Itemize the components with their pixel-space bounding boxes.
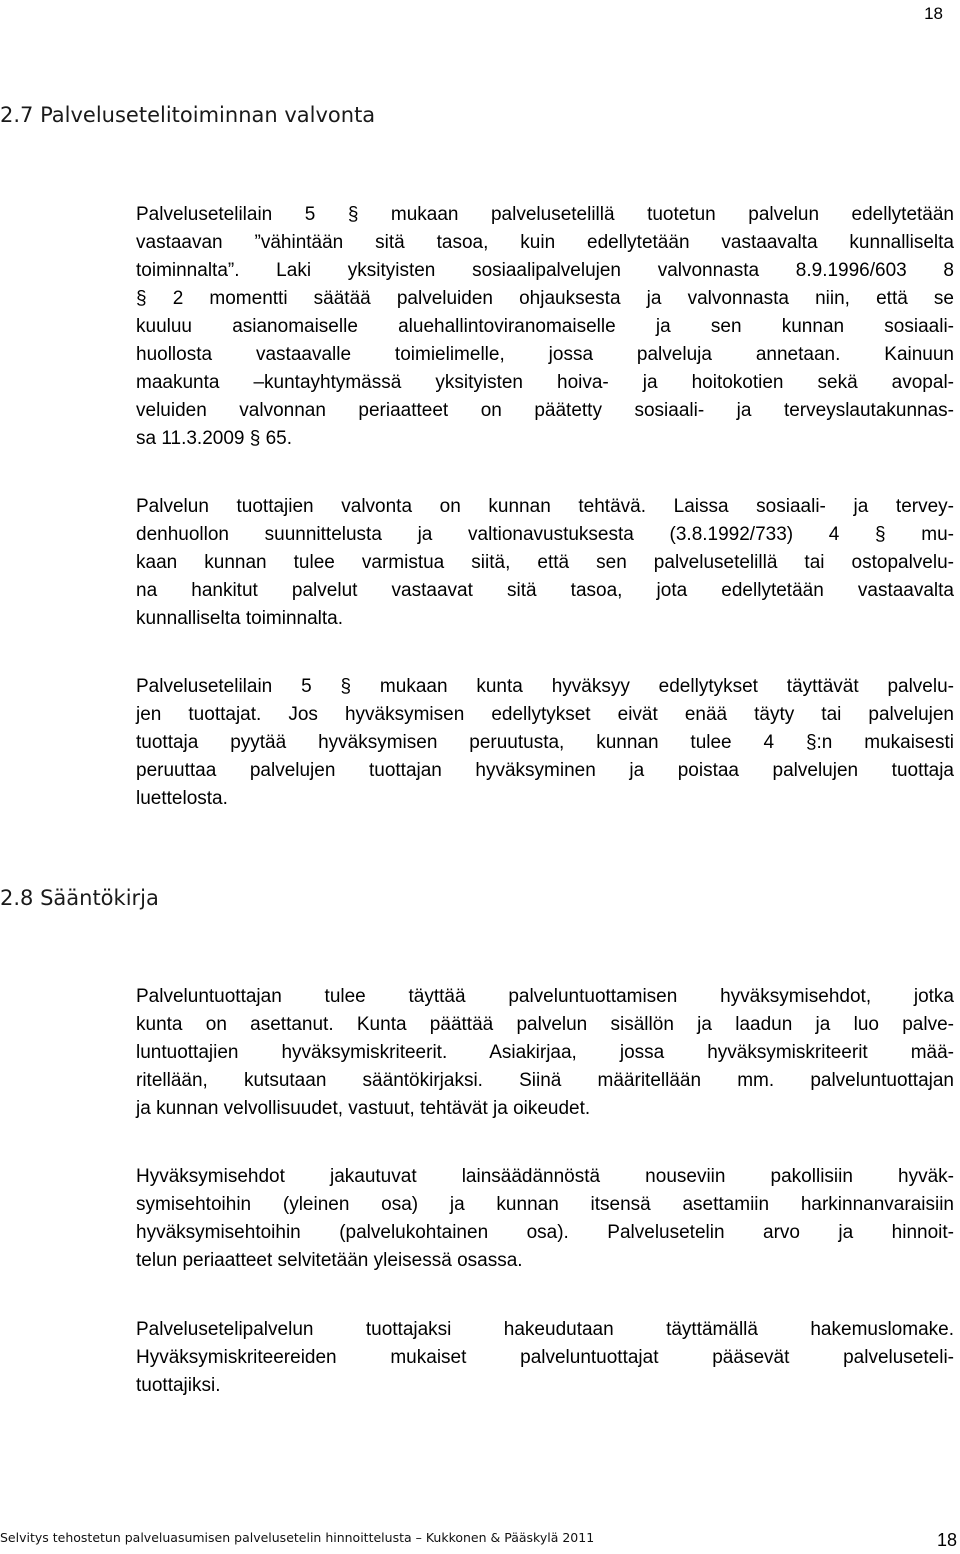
text-line: Hyväksymiskriteereiden mukaiset palveluntuottajat pääsevät palveluseteli- [136, 1347, 954, 1368]
footer-page-number: 18 [936, 1530, 957, 1550]
text-line: telun periaatteet selvitetään yleisessä osassa. [136, 1250, 523, 1271]
text-line: vastaavan ”vähintään sitä tasoa, kuin edellytetään vastaavalta kunnalliselta [136, 232, 954, 253]
paragraph [136, 673, 954, 813]
text-line: tuottajiksi. [136, 1375, 221, 1396]
text-line: luntuottajien hyväksymiskriteerit. Asiakirjaa, jossa hyväksymiskriteerit mää- [136, 1042, 954, 1063]
section-heading-2-8: 2.8 Sääntökirja [0, 886, 159, 910]
text-line: § 2 momentti säätää palveluiden ohjauksesta ja valvonnasta niin, että se [136, 288, 954, 309]
page-number-top: 18 [924, 4, 943, 23]
text-line: luettelosta. [136, 788, 228, 809]
text-line: symisehtoihin (yleinen osa) ja kunnan itsensä asettamiin harkinnanvaraisiin [136, 1194, 954, 1215]
text-line: kaan kunnan tulee varmistua siitä, että sen palvelusetelillä tai ostopalvelu- [136, 552, 954, 573]
text-line: Palvelusetelilain 5 § mukaan kunta hyväksyy edellytykset täyttävät palvelu- [136, 676, 954, 697]
text-line: Palveluntuottajan tulee täyttää palveluntuottamisen hyväksymisehdot, jotka [136, 986, 954, 1007]
text-line: na hankitut palvelut vastaavat sitä tasoa, jota edellytetään vastaavalta [136, 580, 954, 601]
text-line: kunta on asettanut. Kunta päättää palvelun sisällön ja laadun ja luo palve- [136, 1014, 954, 1035]
text-line: Palvelun tuottajien valvonta on kunnan tehtävä. Laissa sosiaali- ja tervey- [136, 496, 954, 517]
text-line: Palvelusetelilain 5 § mukaan palvelusetelillä tuotetun palvelun edellytetään [136, 204, 954, 225]
paragraph [136, 983, 954, 1123]
text-line: jen tuottajat. Jos hyväksymisen edellytykset eivät enää täyty tai palvelujen [136, 704, 954, 725]
section-heading-2-7: 2.7 Palvelusetelitoiminnan valvonta [0, 103, 376, 127]
text-line: toiminnalta”. Laki yksityisten sosiaalipalvelujen valvonnasta 8.9.1996/603 8 [136, 260, 954, 281]
text-line: ja kunnan velvollisuudet, vastuut, tehtävät ja oikeudet. [136, 1098, 591, 1119]
text-line: kunnalliselta toiminnalta. [136, 608, 344, 629]
text-line: Palvelusetelipalvelun tuottajaksi hakeudutaan täyttämällä hakemuslomake. [136, 1319, 954, 1340]
text-line: huollosta vastaavalle toimielimelle, jossa palveluja annetaan. Kainuun [136, 344, 954, 365]
text-line: hyväksymisehtoihin (palvelukohtainen osa). Palvelusetelin arvo ja hinnoit- [136, 1222, 954, 1243]
text-line: veluiden valvonnan periaatteet on päätetty sosiaali- ja terveyslautakunnas- [136, 400, 954, 421]
text-line: Hyväksymisehdot jakautuvat lainsäädännöstä nouseviin pakollisiin hyväk- [136, 1166, 954, 1187]
text-line: kuuluu asianomaiselle aluehallintoviranomaiselle ja sen kunnan sosiaali- [136, 316, 954, 337]
text-line: sa 11.3.2009 § 65. [136, 428, 292, 449]
footer-text: Selvitys tehostetun palveluasumisen palvelusetelin hinnoittelusta – Kukkonen & Pääskylä 2011 [0, 1530, 595, 1545]
paragraph [136, 1316, 954, 1400]
text-line: tuottaja pyytää hyväksymisen peruutusta, kunnan tulee 4 §:n mukaisesti [136, 732, 954, 753]
text-line: peruuttaa palvelujen tuottajan hyväksyminen ja poistaa palvelujen tuottaja [136, 760, 954, 781]
text-line: denhuollon suunnittelusta ja valtionavustuksesta (3.8.1992/733) 4 § mu- [136, 524, 954, 545]
text-line: maakunta –kuntayhtymässä yksityisten hoiva- ja hoitokotien sekä avopal- [136, 372, 954, 393]
paragraph [136, 201, 954, 453]
paragraph [136, 493, 954, 633]
text-line: ritellään, kutsutaan sääntökirjaksi. Siinä määritellään mm. palveluntuottajan [136, 1070, 954, 1091]
paragraph [136, 1163, 954, 1275]
